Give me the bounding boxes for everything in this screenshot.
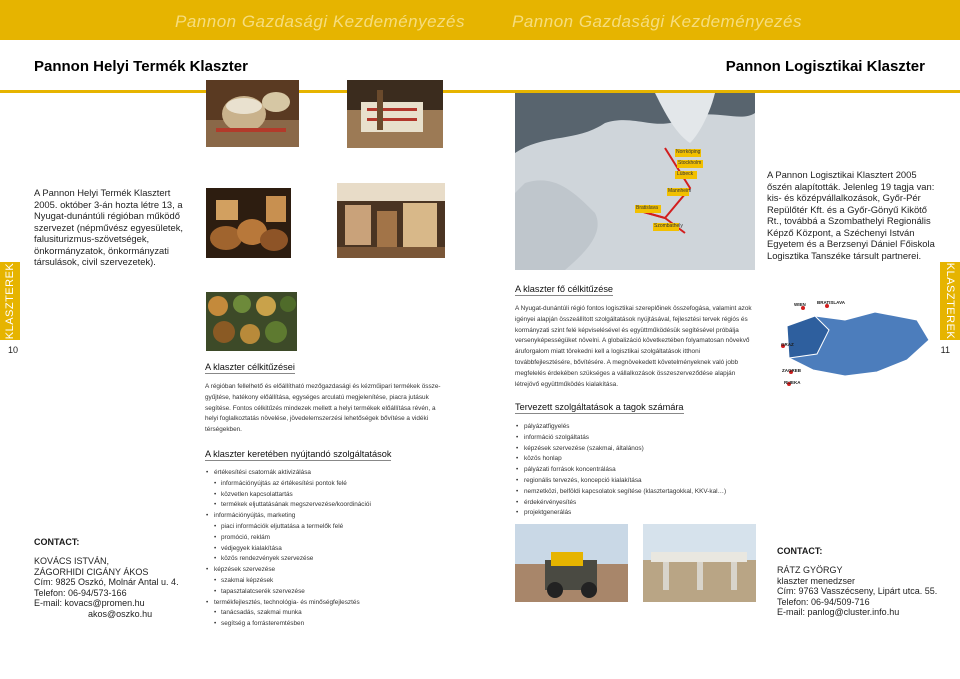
list-item: • termékek eljuttatásának megszervezése/koordinációi	[205, 500, 450, 511]
banner-left-text: Pannon Gazdasági Kezdeményezés	[175, 12, 466, 31]
map-label: WIEN	[794, 302, 806, 307]
photo-road-construction	[515, 524, 628, 602]
region-map	[767, 298, 935, 390]
list-item: • érdekérvényesítés	[515, 498, 765, 509]
map-label: RIJEKA	[784, 380, 801, 385]
map-label: Stockholm	[678, 160, 702, 166]
photo-bread-basket	[206, 80, 299, 147]
banner-right-text: Pannon Gazdasági Kezdeményezés	[512, 12, 803, 31]
left-contact-name1: KOVÁCS ISTVÁN,	[34, 556, 110, 566]
europe-logistics-map	[515, 93, 755, 270]
list-item: • tapasztalatcserék szervezése	[205, 587, 450, 598]
map-label: GRAZ	[781, 342, 794, 347]
list-item: • értékesítési csatornák aktivizálása	[205, 468, 450, 479]
left-services-list	[205, 468, 450, 630]
photo-wood-crafts	[337, 183, 445, 258]
left-contact-email2[interactable]: akos@oszko.hu	[88, 608, 153, 619]
right-contact-name: RÁTZ GYÖRGY	[777, 565, 843, 575]
map-label: Bratislava	[636, 205, 658, 211]
list-item: • képzések szervezése	[205, 565, 450, 576]
right-intro-text: A Pannon Logisztikai Klasztert 2005 őszén alapították. Jelenleg 19 tagja van: kis- és középvállalkozások, Győr-Pér Repülőtér Kft. és a Győr-Gönyű Kikötő Rt., továbbá a Szombathelyi Regionális Képző Központ, a Széchenyi István Egyetem és a Berzsenyi Dániel Főiskola Logisztika Tanszéke társult partnerei.	[767, 169, 935, 261]
list-item: • közös honlap	[515, 454, 765, 465]
right-section-title-services: Tervezett szolgáltatások a tagok számára	[515, 402, 684, 412]
map-label: Norrköping	[676, 149, 701, 155]
left-side-tab-label: KLASZTEREK	[4, 262, 16, 340]
right-side-tab-label: KLASZTEREK	[944, 262, 956, 340]
left-intro-text: A Pannon Helyi Termék Klasztert 2005. október 3-án hozta létre 13, a Nyugat-dunántúli régióban működő szervezet (népművész egyesületek, falusiturizmus-szövetségek, önkormányzatok, önkormányzati társulások, civil szervezetek).	[34, 187, 184, 267]
right-contact-address: Cím: 9763 Vasszécseny, Lipárt utca. 55.	[777, 586, 938, 596]
right-side-tab	[940, 262, 960, 340]
list-item: • projektgenerálás	[515, 508, 765, 519]
list-item: • termékfejlesztés, technológia- és minőségfejlesztés	[205, 598, 450, 609]
right-contact-block	[777, 565, 947, 618]
left-side-tab	[0, 262, 20, 340]
left-contact-block	[34, 556, 204, 619]
list-item: • pályázatfigyelés	[515, 422, 765, 433]
title-divider	[0, 90, 960, 93]
map-label: Lübeck	[677, 171, 694, 177]
list-item: • közös rendezvények szervezése	[205, 554, 450, 565]
list-item: • tanácsadás, szakmai munka	[205, 608, 450, 619]
list-item: • promóció, reklám	[205, 533, 450, 544]
left-section-title-services: A klaszter keretében nyújtandó szolgáltatások	[205, 449, 392, 459]
photo-woven-instrument	[347, 80, 443, 148]
list-item: • védjegyek kialakítása	[205, 544, 450, 555]
photo-bridge-construction	[643, 524, 756, 602]
list-item: • piaci információk eljuttatása a termelők felé	[205, 522, 450, 533]
left-contact-email[interactable]: E-mail: kovacs@promen.hu	[34, 598, 145, 608]
list-item: • információnyújtás az értékesítési pontok felé	[205, 479, 450, 490]
right-contact-email[interactable]: E-mail: panlog@cluster.info.hu	[777, 607, 900, 617]
right-section-title-goal: A klaszter fő célkitűzése	[515, 284, 614, 294]
right-section-goal-text: A Nyugat-dunántúli régió fontos logisztikai szereplőinek összefogása, valamint azok igényei alapján összeállított szolgáltatások nyújtásával, fejlesztési tervek régiós és kormányzati szint felé képviselésével és együttműködésük segítésével próbálja versenyképességüket növelni. A globalizáció következtében folyamatosan növekvő áruforgalom miatt törekedni kell a logisztikai szolgáltatások itthoni továbbfejlesztésére, bővítésére. A megnövekedett követelményeknek való jobb megfelelés érdekében szükséges a vállalkozások összeszerveződése alapján létrejövő együttműködés kialakítása.	[515, 305, 752, 388]
left-section-title-goals: A klaszter célkitűzései	[205, 362, 295, 372]
left-contact-address: Cím: 9825 Oszkó, Molnár Antal u. 4.	[34, 577, 179, 587]
right-page-number: 11	[940, 345, 950, 355]
left-contact-phone: Telefon: 06-94/573-166	[34, 587, 127, 598]
map-label: Szombathely	[654, 223, 683, 229]
list-item: • információ szolgáltatás	[515, 433, 765, 444]
left-page-number: 10	[8, 345, 19, 355]
map-label: BRATISLAVA	[817, 300, 845, 305]
right-page-title: Pannon Logisztikai Klaszter	[725, 58, 925, 75]
photo-pottery	[206, 292, 297, 351]
left-page-title: Pannon Helyi Termék Klaszter	[34, 58, 248, 75]
left-section-goals-text: A régióban fellelhető és előállítható mezőgazdasági és kézműipari termékek összegyűjtése, hatékony előállítása, egységes arculatú megjelenítése, piacra jutásuk segítése. Fontos célkitűzés mindezek mellett a helyi termékek előállítása révén, a helyi foglalkoztatás növelése, jövedelemszerzési lehetőségek bővítése a vidéki térségekben.	[205, 383, 441, 434]
right-services-list	[515, 422, 765, 519]
left-contact-name2: ZÁGORHIDI CIGÁNY ÁKOS	[34, 566, 149, 577]
top-banner	[0, 0, 960, 40]
list-item: • regionális tervezés, koncepció kialakítása	[515, 476, 765, 487]
list-item: • információnyújtás, marketing	[205, 511, 450, 522]
map-label: ZAGREB	[782, 368, 801, 373]
right-contact-role: klaszter menedzser	[777, 575, 856, 586]
list-item: • segítség a forrásteremtésben	[205, 619, 450, 630]
list-item: • nemzetközi, belföldi kapcsolatok segítése (klasztertagokkal, KKV-kal…)	[515, 487, 765, 498]
right-contact-heading: CONTACT:	[777, 546, 823, 556]
list-item: • pályázati források koncentrálása	[515, 465, 765, 476]
list-item: • képzések szervezése (szakmai, általános)	[515, 444, 765, 455]
left-contact-heading: CONTACT:	[34, 537, 80, 547]
map-label: Mannheim	[668, 188, 692, 194]
photo-baskets	[206, 188, 291, 258]
list-item: • közvetlen kapcsolattartás	[205, 490, 450, 501]
list-item: • szakmai képzések	[205, 576, 450, 587]
right-contact-phone: Telefon: 06-94/509-716	[777, 596, 870, 607]
